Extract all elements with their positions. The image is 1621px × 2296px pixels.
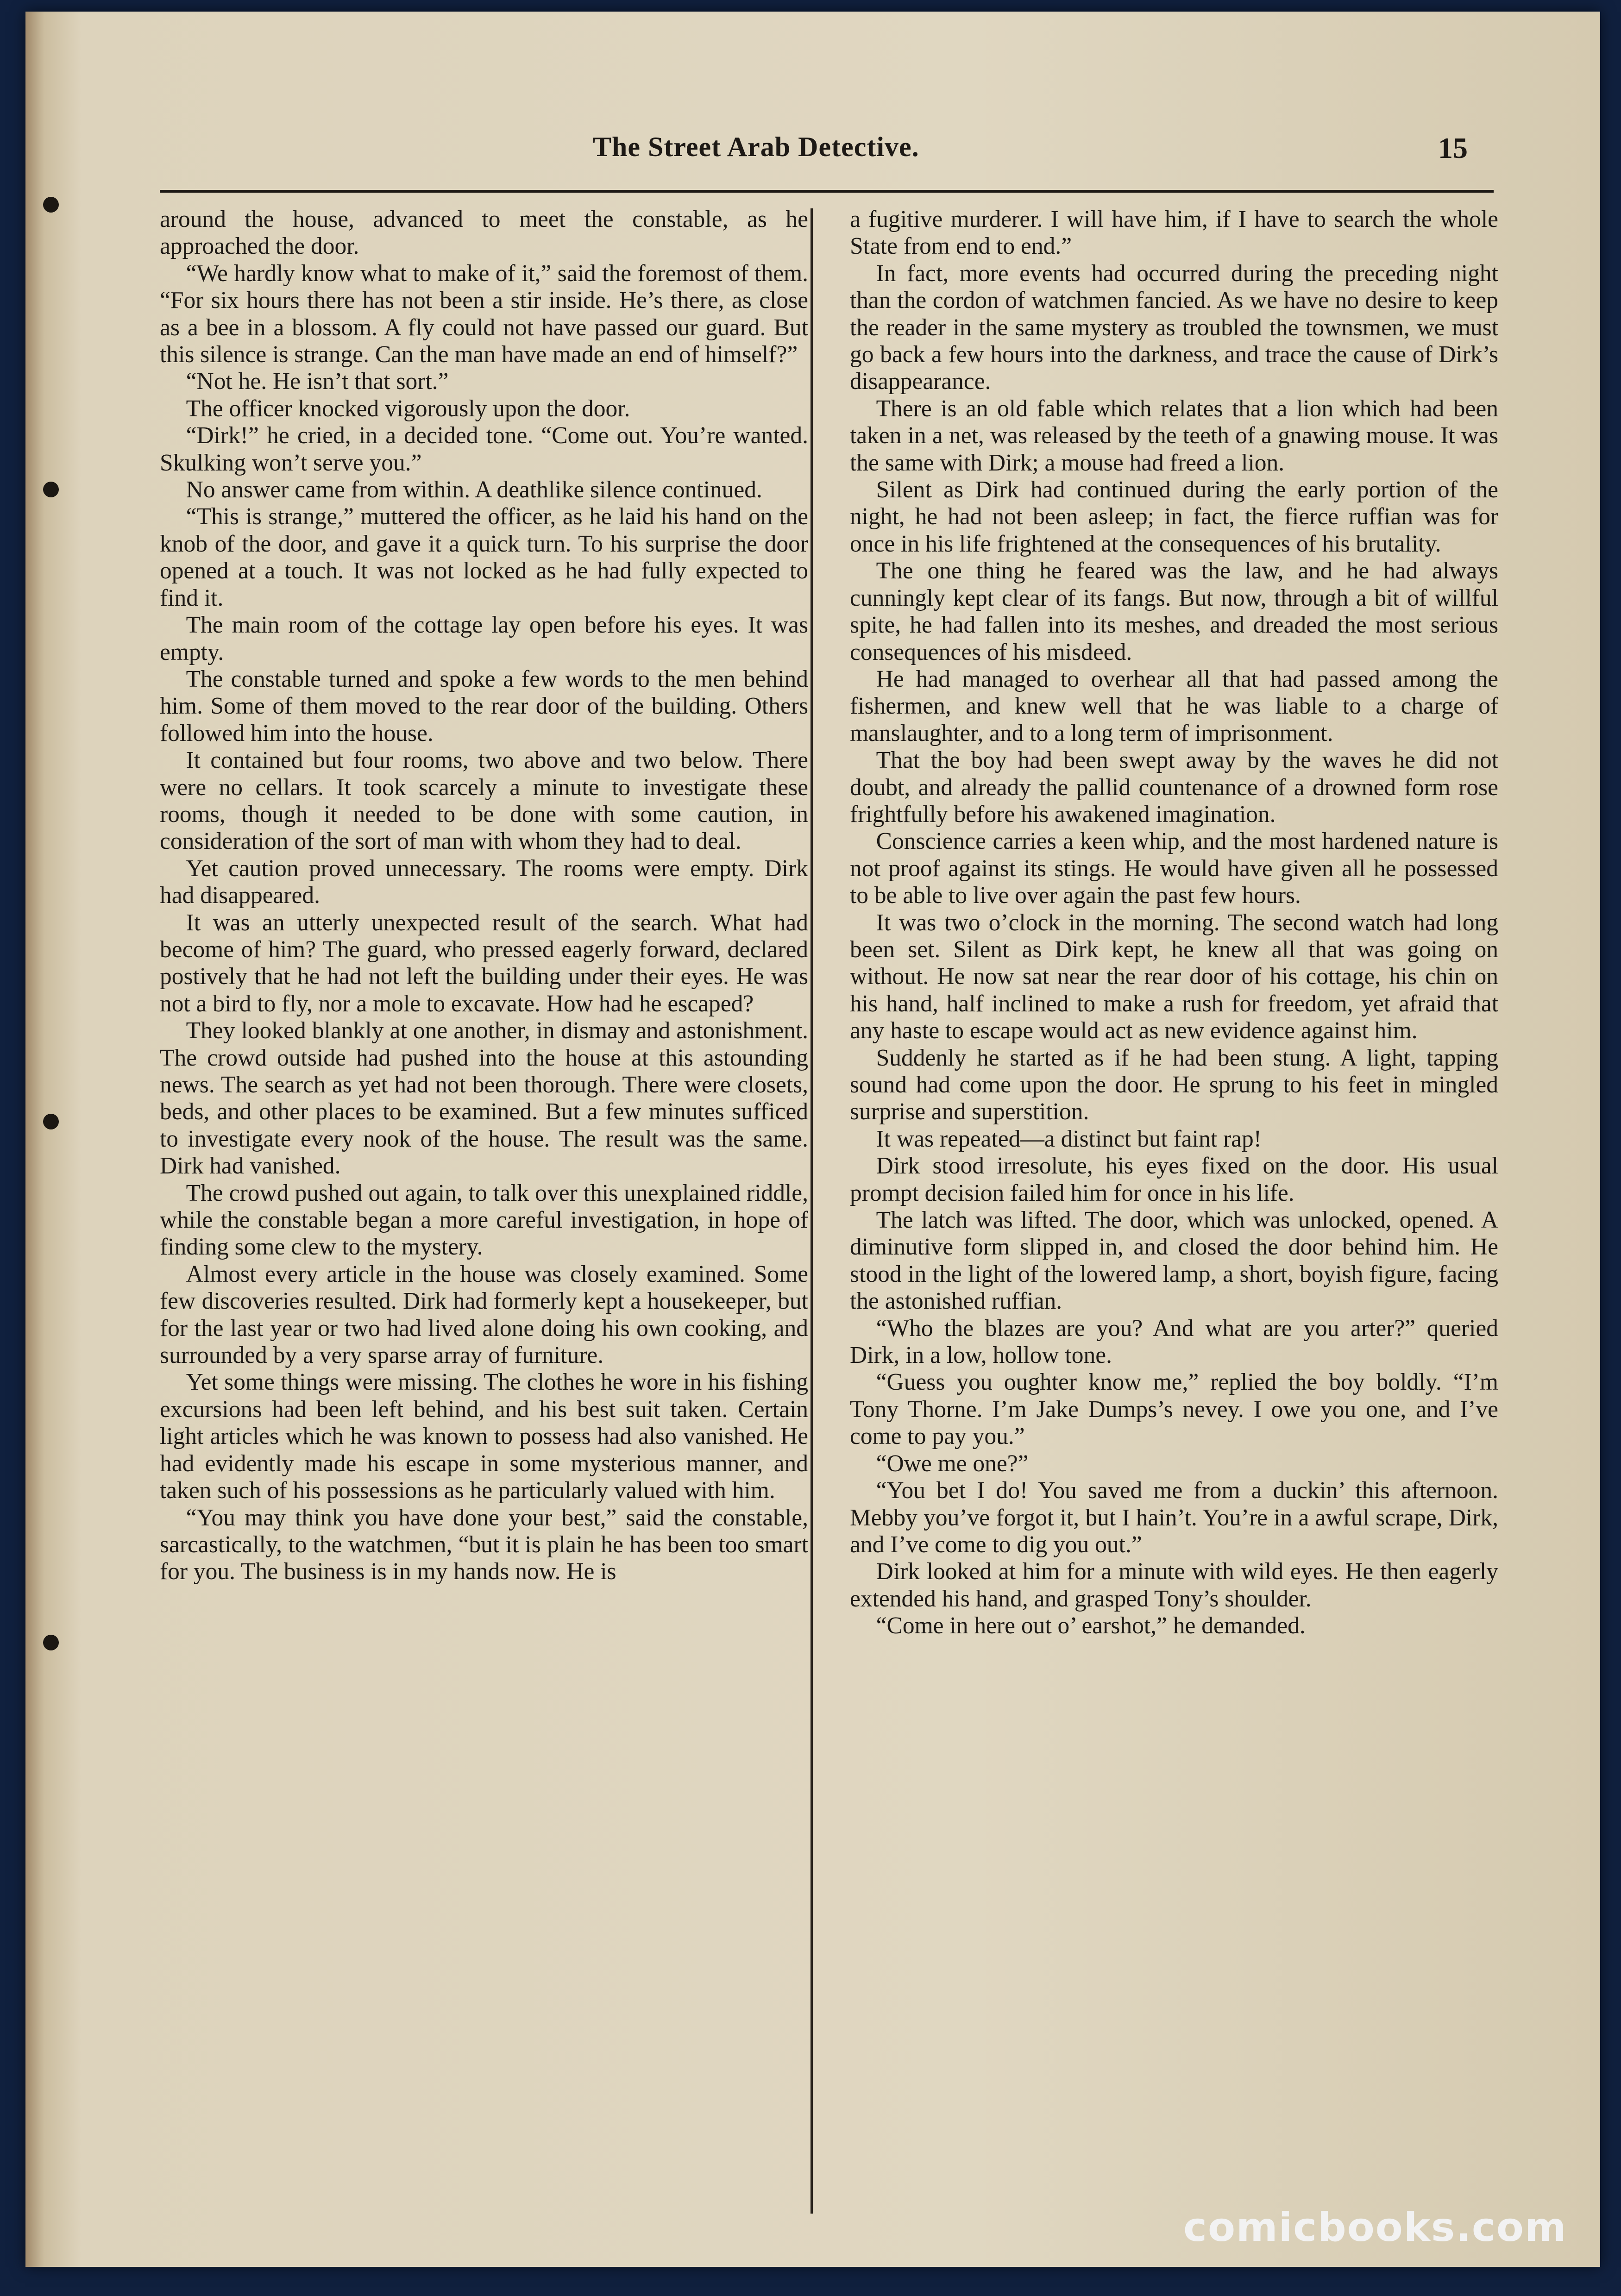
left-column bbox=[160, 206, 808, 1586]
paragraph: Dirk stood irresolute, his eyes fixed on the door. His usual prompt decision failed him for once in his life. bbox=[850, 1153, 1498, 1206]
paragraph: “We hardly know what to make of it,” said the foremost of them. “For six hours there has not been a stir inside. He’s there, as close as a bee in a blossom. A fly could not have passed our guard. But this silence is strange. Can the man have made an end of himself?” bbox=[160, 260, 808, 368]
page-number: 15 bbox=[1438, 132, 1468, 164]
paragraph: He had managed to overhear all that had passed among the fishermen, and knew well that he was liable to a charge of manslaughter, and to a long term of imprisonment. bbox=[850, 665, 1498, 747]
paragraph: a fugitive murderer. I will have him, if I have to search the whole State from end to end.” bbox=[850, 206, 1498, 260]
paragraph: “You may think you have done your best,” said the constable, sarcastically, to the watchmen, “but it is plain he has been too smart for you. The business is in my hands now. He is bbox=[160, 1504, 808, 1585]
paragraph: It contained but four rooms, two above and two below. There were no cellars. It took scarcely a minute to investigate these rooms, though it needed to be done with some caution, in consideration of the sort of man with whom they had to deal. bbox=[160, 747, 808, 855]
book-page bbox=[25, 12, 1600, 2267]
watermark: comicbooks.com bbox=[1183, 2204, 1567, 2251]
paragraph: That the boy had been swept away by the waves he did not doubt, and already the pallid countenance of a drowned form rose frightfully before his awakened imagination. bbox=[850, 747, 1498, 828]
paragraph: It was two o’clock in the morning. The second watch had long been set. Silent as Dirk kept, he knew all that was going on without. He now sat near the rear door of his cottage, his chin on his hand, half inclined to make a rush for freedom, yet afraid that any haste to escape would act as new evidence against him. bbox=[850, 909, 1498, 1044]
paragraph: There is an old fable which relates that a lion which had been taken in a net, was released by the teeth of a gnawing mouse. It was the same with Dirk; a mouse had freed a lion. bbox=[850, 395, 1498, 476]
paragraph: Silent as Dirk had continued during the early portion of the night, he had not been asleep; in fact, the fierce ruffian was for once in his life frightened at the consequences of his brutality. bbox=[850, 477, 1498, 557]
paragraph: They looked blankly at one another, in dismay and astonishment. The crowd outside had pushed into the house at this astounding news. The search as yet had not been thorough. There were closets, beds, and other places to be examined. But a few minutes sufficed to investigate every nook of the house. The result was the same. Dirk had vanished. bbox=[160, 1017, 808, 1179]
column-divider bbox=[810, 208, 813, 2214]
paragraph: Yet caution proved unnecessary. The rooms were empty. Dirk had disappeared. bbox=[160, 855, 808, 909]
paragraph: “Dirk!” he cried, in a decided tone. “Come out. You’re wanted. Skulking won’t serve you.” bbox=[160, 422, 808, 476]
paragraph: Suddenly he started as if he had been stung. A light, tapping sound had come upon the door. He sprung to his feet in mingled surprise and superstition. bbox=[850, 1044, 1498, 1125]
paragraph: Conscience carries a keen whip, and the most hardened nature is not proof against its stings. He would have given all he possessed to be able to live over again the past few hours. bbox=[850, 828, 1498, 909]
binding-hole bbox=[43, 1635, 59, 1650]
paragraph: “Who the blazes are you? And what are you arter?” queried Dirk, in a low, hollow tone. bbox=[850, 1315, 1498, 1369]
running-head: The Street Arab Detective. bbox=[593, 132, 919, 162]
paragraph: No answer came from within. A deathlike silence continued. bbox=[186, 477, 762, 503]
paragraph: “Come in here out o’ earshot,” he demanded. bbox=[876, 1612, 1306, 1639]
binding-hole bbox=[43, 482, 59, 497]
paragraph: It was an utterly unexpected result of the search. What had become of him? The guard, who pressed eagerly forward, declared postively that he had not left the building under their eyes. He was not a bird to fly, nor a mole to excavate. How had he escaped? bbox=[160, 909, 808, 1017]
paragraph: The constable turned and spoke a few words to the men behind him. Some of them moved to the rear door of the building. Others followed him into the house. bbox=[160, 665, 808, 747]
paragraph: Dirk looked at him for a minute with wild eyes. He then eagerly extended his hand, and grasped Tony’s shoulder. bbox=[850, 1558, 1498, 1612]
paragraph: The officer knocked vigorously upon the door. bbox=[186, 395, 630, 422]
paragraph: In fact, more events had occurred during the preceding night than the cordon of watchmen fancied. As we have no desire to keep the reader in the same mystery as troubled the townsmen, we must go back a few hours into the darkness, and trace the cause of Dirk’s disappearance. bbox=[850, 260, 1498, 395]
paragraph: “Owe me one?” bbox=[876, 1450, 1029, 1477]
paragraph: Yet some things were missing. The clothes he wore in his fishing excursions had been left behind, and his best suit taken. Certain light articles which he was known to possess had also vanished. He had evidently made his escape in some mysterious manner, and taken such of his possessions as he particularly valued with him. bbox=[160, 1369, 808, 1504]
paragraph: The main room of the cottage lay open before his eyes. It was empty. bbox=[160, 612, 808, 665]
paragraph: It was repeated—a distinct but faint rap! bbox=[876, 1125, 1262, 1152]
paragraph: Almost every article in the house was closely examined. Some few discoveries resulted. Dirk had formerly kept a housekeeper, but for the last year or two had lived alone doing his own cooking, and surrounded by a very sparse array of furniture. bbox=[160, 1261, 808, 1369]
binding-hole bbox=[43, 197, 59, 213]
binding-hole bbox=[43, 1114, 59, 1129]
paragraph: The crowd pushed out again, to talk over this unexplained riddle, while the constable began a more careful investigation, in hope of finding some clew to the mystery. bbox=[160, 1179, 808, 1261]
paragraph: “You bet I do! You saved me from a duckin’ this afternoon. Mebby you’ve forgot it, but I hain’t. You’re in a awful scrape, Dirk, and I’ve come to dig you out.” bbox=[850, 1477, 1498, 1558]
paragraph: “Not he. He isn’t that sort.” bbox=[186, 368, 449, 395]
paragraph: The one thing he feared was the law, and he had always cunningly kept clear of its fangs. But now, through a bit of willful spite, he had fallen into its meshes, and dreaded the most serious consequences of his misdeed. bbox=[850, 558, 1498, 665]
header-rule bbox=[160, 190, 1494, 193]
right-column bbox=[850, 206, 1498, 1640]
paragraph: “This is strange,” muttered the officer, as he laid his hand on the knob of the door, and gave it a quick turn. To his surprise the door opened at a touch. It was not locked as he had fully expected to find it. bbox=[160, 503, 808, 611]
paragraph: around the house, advanced to meet the constable, as he approached the door. bbox=[160, 206, 808, 260]
paragraph: “Guess you oughter know me,” replied the boy boldly. “I’m Tony Thorne. I’m Jake Dumps’s nevey. I owe you one, and I’ve come to pay you.” bbox=[850, 1369, 1498, 1450]
paragraph: The latch was lifted. The door, which was unlocked, opened. A diminutive form slipped in, and closed the door behind him. He stood in the light of the lowered lamp, a short, boyish figure, facing the astonished ruffian. bbox=[850, 1207, 1498, 1315]
